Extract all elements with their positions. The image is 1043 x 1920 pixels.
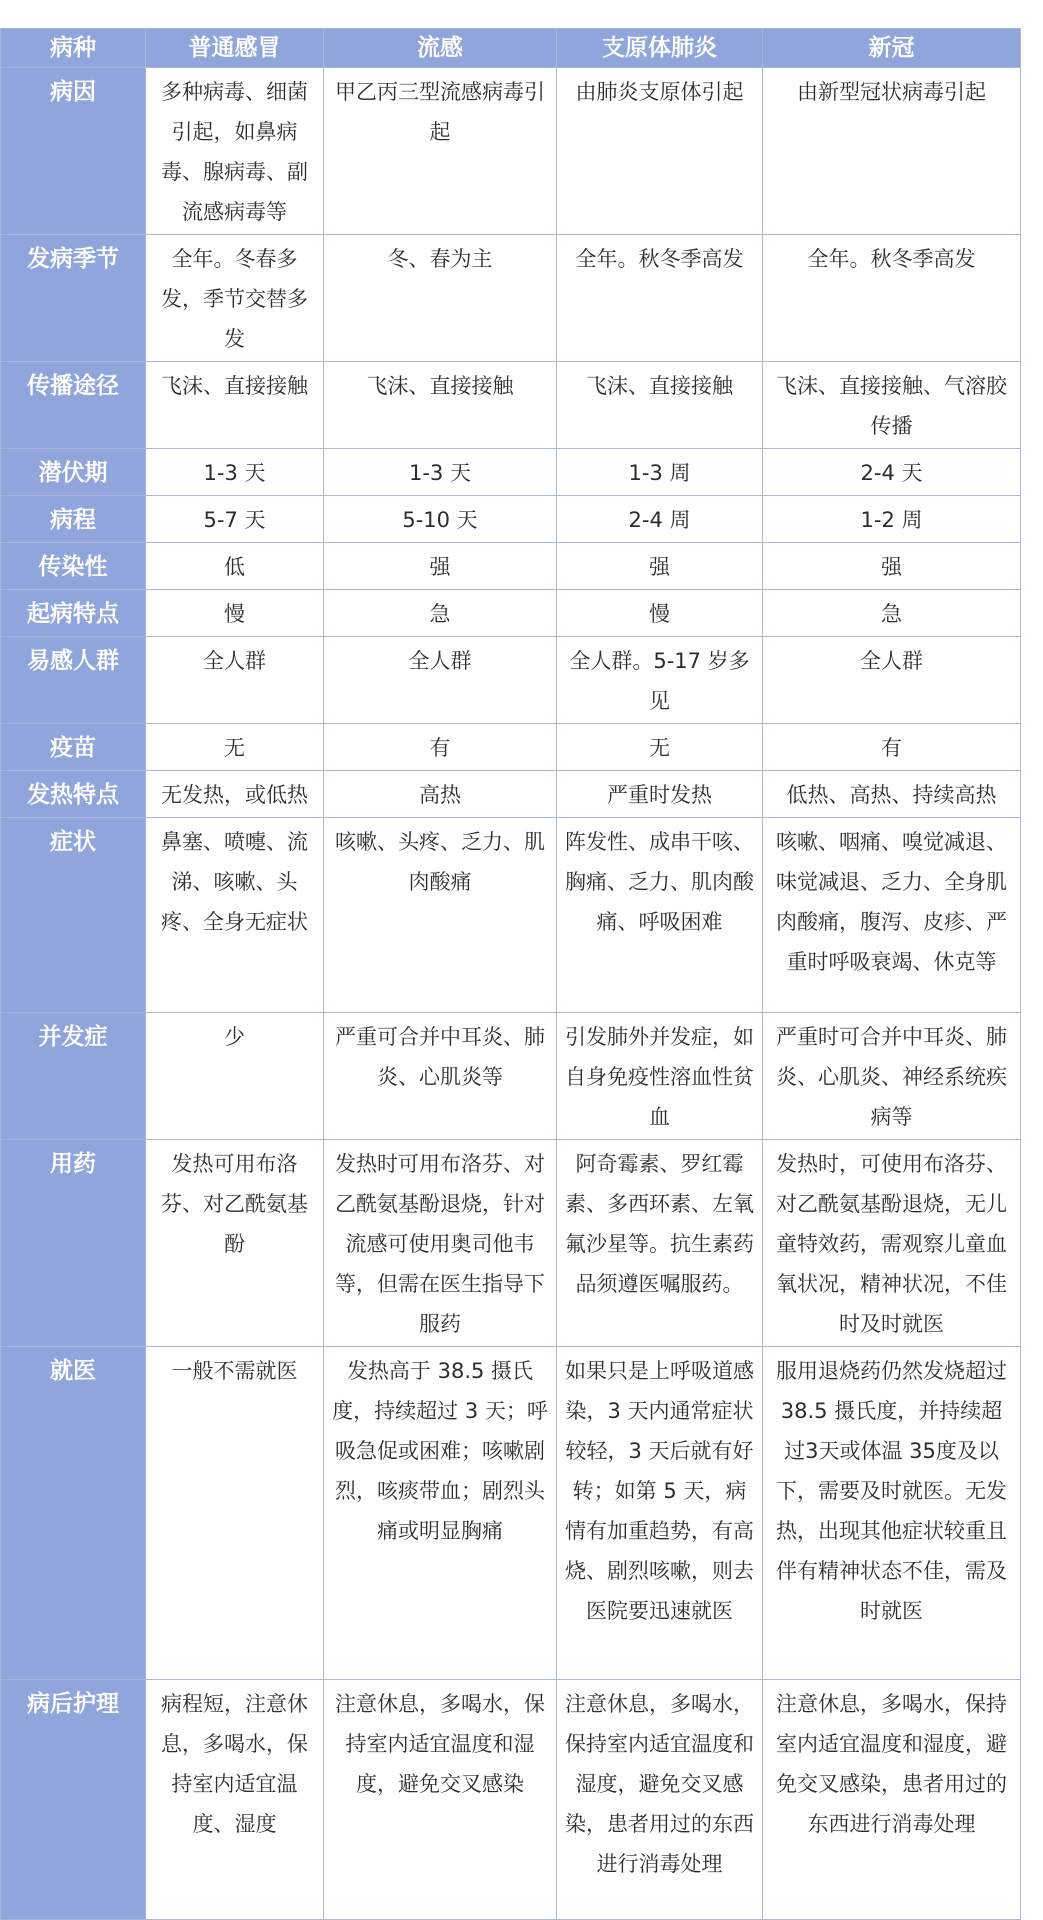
cell-flu: 严重可合并中耳炎、肺炎、心肌炎等 <box>324 1013 557 1140</box>
row-vaccine <box>1 724 1021 771</box>
cell-mycoplasma: 全年。秋冬季高发 <box>557 235 763 362</box>
cell-flu: 注意休息，多喝水，保持室内适宜温度和湿度，避免交叉感染 <box>324 1680 557 1920</box>
cell-flu: 发热高于 38.5 摄氏度，持续超过 3 天；呼吸急促或困难；咳嗽剧烈，咳痰带血；剧烈头痛或明显胸痛 <box>324 1347 557 1680</box>
cell-covid: 强 <box>763 543 1021 590</box>
cell-flu: 1-3 天 <box>324 449 557 496</box>
row-label: 病程 <box>1 496 146 543</box>
row-aftercare <box>1 1680 1021 1920</box>
row-symptoms <box>1 818 1021 1013</box>
row-transmission <box>1 362 1021 449</box>
cell-cold: 5-7 天 <box>146 496 324 543</box>
row-onset <box>1 590 1021 637</box>
cell-covid: 1-2 周 <box>763 496 1021 543</box>
cell-cold: 低 <box>146 543 324 590</box>
row-label: 病后护理 <box>1 1680 146 1920</box>
row-label: 用药 <box>1 1140 146 1347</box>
cell-cold: 全人群 <box>146 637 324 724</box>
row-incubation <box>1 449 1021 496</box>
cell-flu: 全人群 <box>324 637 557 724</box>
cell-mycoplasma: 严重时发热 <box>557 771 763 818</box>
row-susceptible <box>1 637 1021 724</box>
cell-covid: 服用退烧药仍然发烧超过 38.5 摄氏度，并持续超过3天或体温 35度及以下，需要及时就医。无发热，出现其他症状较重且伴有精神状态不佳，需及时就医 <box>763 1347 1021 1680</box>
cell-flu: 强 <box>324 543 557 590</box>
row-label: 潜伏期 <box>1 449 146 496</box>
row-seek-care <box>1 1347 1021 1680</box>
cell-flu: 5-10 天 <box>324 496 557 543</box>
row-label: 发热特点 <box>1 771 146 818</box>
cell-cold: 1-3 天 <box>146 449 324 496</box>
cell-flu: 发热时可用布洛芬、对乙酰氨基酚退烧，针对流感可使用奥司他韦等，但需在医生指导下服药 <box>324 1140 557 1347</box>
cell-mycoplasma: 飞沫、直接接触 <box>557 362 763 449</box>
cell-covid: 全年。秋冬季高发 <box>763 235 1021 362</box>
cell-cold: 全年。冬春多发，季节交替多发 <box>146 235 324 362</box>
cell-mycoplasma: 如果只是上呼吸道感染，3 天内通常症状较轻，3 天后就有好转；如第 5 天，病情有加重趋势，有高烧、剧烈咳嗽，则去医院要迅速就医 <box>557 1347 763 1680</box>
header-influenza: 流感 <box>324 29 557 68</box>
cell-mycoplasma: 阵发性、成串干咳、胸痛、乏力、肌肉酸痛、呼吸困难 <box>557 818 763 1013</box>
cell-mycoplasma: 全人群。5-17 岁多见 <box>557 637 763 724</box>
row-complications <box>1 1013 1021 1140</box>
row-course <box>1 496 1021 543</box>
cell-flu: 咳嗽、头疼、乏力、肌肉酸痛 <box>324 818 557 1013</box>
row-fever <box>1 771 1021 818</box>
row-label: 易感人群 <box>1 637 146 724</box>
cell-mycoplasma: 强 <box>557 543 763 590</box>
row-label: 症状 <box>1 818 146 1013</box>
cell-mycoplasma: 注意休息，多喝水，保持室内适宜温度和湿度，避免交叉感染，患者用过的东西进行消毒处理 <box>557 1680 763 1920</box>
cell-mycoplasma: 2-4 周 <box>557 496 763 543</box>
cell-mycoplasma: 阿奇霉素、罗红霉素、多西环素、左氧氟沙星等。抗生素药品须遵医嘱服药。 <box>557 1140 763 1347</box>
cell-cold: 飞沫、直接接触 <box>146 362 324 449</box>
cell-mycoplasma: 引发肺外并发症，如自身免疫性溶血性贫血 <box>557 1013 763 1140</box>
cell-covid: 低热、高热、持续高热 <box>763 771 1021 818</box>
cell-cold: 多种病毒、细菌引起，如鼻病毒、腺病毒、副流感病毒等 <box>146 68 324 235</box>
row-label: 并发症 <box>1 1013 146 1140</box>
header-common-cold: 普通感冒 <box>146 29 324 68</box>
cell-covid: 严重时可合并中耳炎、肺炎、心肌炎、神经系统疾病等 <box>763 1013 1021 1140</box>
cell-flu: 甲乙丙三型流感病毒引起 <box>324 68 557 235</box>
cell-covid: 发热时，可使用布洛芬、对乙酰氨基酚退烧，无儿童特效药，需观察儿童血氧状况，精神状况，不佳时及时就医 <box>763 1140 1021 1347</box>
cell-covid: 有 <box>763 724 1021 771</box>
cell-cold: 鼻塞、喷嚏、流涕、咳嗽、头疼、全身无症状 <box>146 818 324 1013</box>
cell-covid: 2-4 天 <box>763 449 1021 496</box>
cell-cold: 病程短，注意休息，多喝水，保持室内适宜温度、湿度 <box>146 1680 324 1920</box>
cell-mycoplasma: 慢 <box>557 590 763 637</box>
cell-flu: 有 <box>324 724 557 771</box>
disease-comparison-table <box>0 28 1021 1920</box>
row-season <box>1 235 1021 362</box>
header-disease: 病种 <box>1 29 146 68</box>
header-mycoplasma-pneumonia: 支原体肺炎 <box>557 29 763 68</box>
cell-covid: 咳嗽、咽痛、嗅觉减退、味觉减退、乏力、全身肌肉酸痛，腹泻、皮疹、严重时呼吸衰竭、休克等 <box>763 818 1021 1013</box>
cell-mycoplasma: 由肺炎支原体引起 <box>557 68 763 235</box>
cell-flu: 急 <box>324 590 557 637</box>
cell-mycoplasma: 无 <box>557 724 763 771</box>
row-label: 传染性 <box>1 543 146 590</box>
cell-flu: 飞沫、直接接触 <box>324 362 557 449</box>
cell-cold: 发热可用布洛芬、对乙酰氨基酚 <box>146 1140 324 1347</box>
cell-flu: 高热 <box>324 771 557 818</box>
header-covid: 新冠 <box>763 29 1021 68</box>
cell-covid: 急 <box>763 590 1021 637</box>
cell-mycoplasma: 1-3 周 <box>557 449 763 496</box>
cell-covid: 全人群 <box>763 637 1021 724</box>
cell-covid: 由新型冠状病毒引起 <box>763 68 1021 235</box>
top-margin <box>0 0 1043 28</box>
row-contagiousness <box>1 543 1021 590</box>
cell-cold: 无发热，或低热 <box>146 771 324 818</box>
row-label: 就医 <box>1 1347 146 1680</box>
row-label: 病因 <box>1 68 146 235</box>
cell-cold: 少 <box>146 1013 324 1140</box>
row-label: 疫苗 <box>1 724 146 771</box>
row-label: 起病特点 <box>1 590 146 637</box>
row-label: 发病季节 <box>1 235 146 362</box>
row-medication <box>1 1140 1021 1347</box>
cell-cold: 慢 <box>146 590 324 637</box>
cell-cold: 无 <box>146 724 324 771</box>
cell-covid: 飞沫、直接接触、气溶胶传播 <box>763 362 1021 449</box>
cell-cold: 一般不需就医 <box>146 1347 324 1680</box>
row-cause <box>1 68 1021 235</box>
row-label: 传播途径 <box>1 362 146 449</box>
header-row <box>1 29 1021 68</box>
cell-flu: 冬、春为主 <box>324 235 557 362</box>
cell-covid: 注意休息，多喝水，保持室内适宜温度和湿度，避免交叉感染，患者用过的东西进行消毒处理 <box>763 1680 1021 1920</box>
